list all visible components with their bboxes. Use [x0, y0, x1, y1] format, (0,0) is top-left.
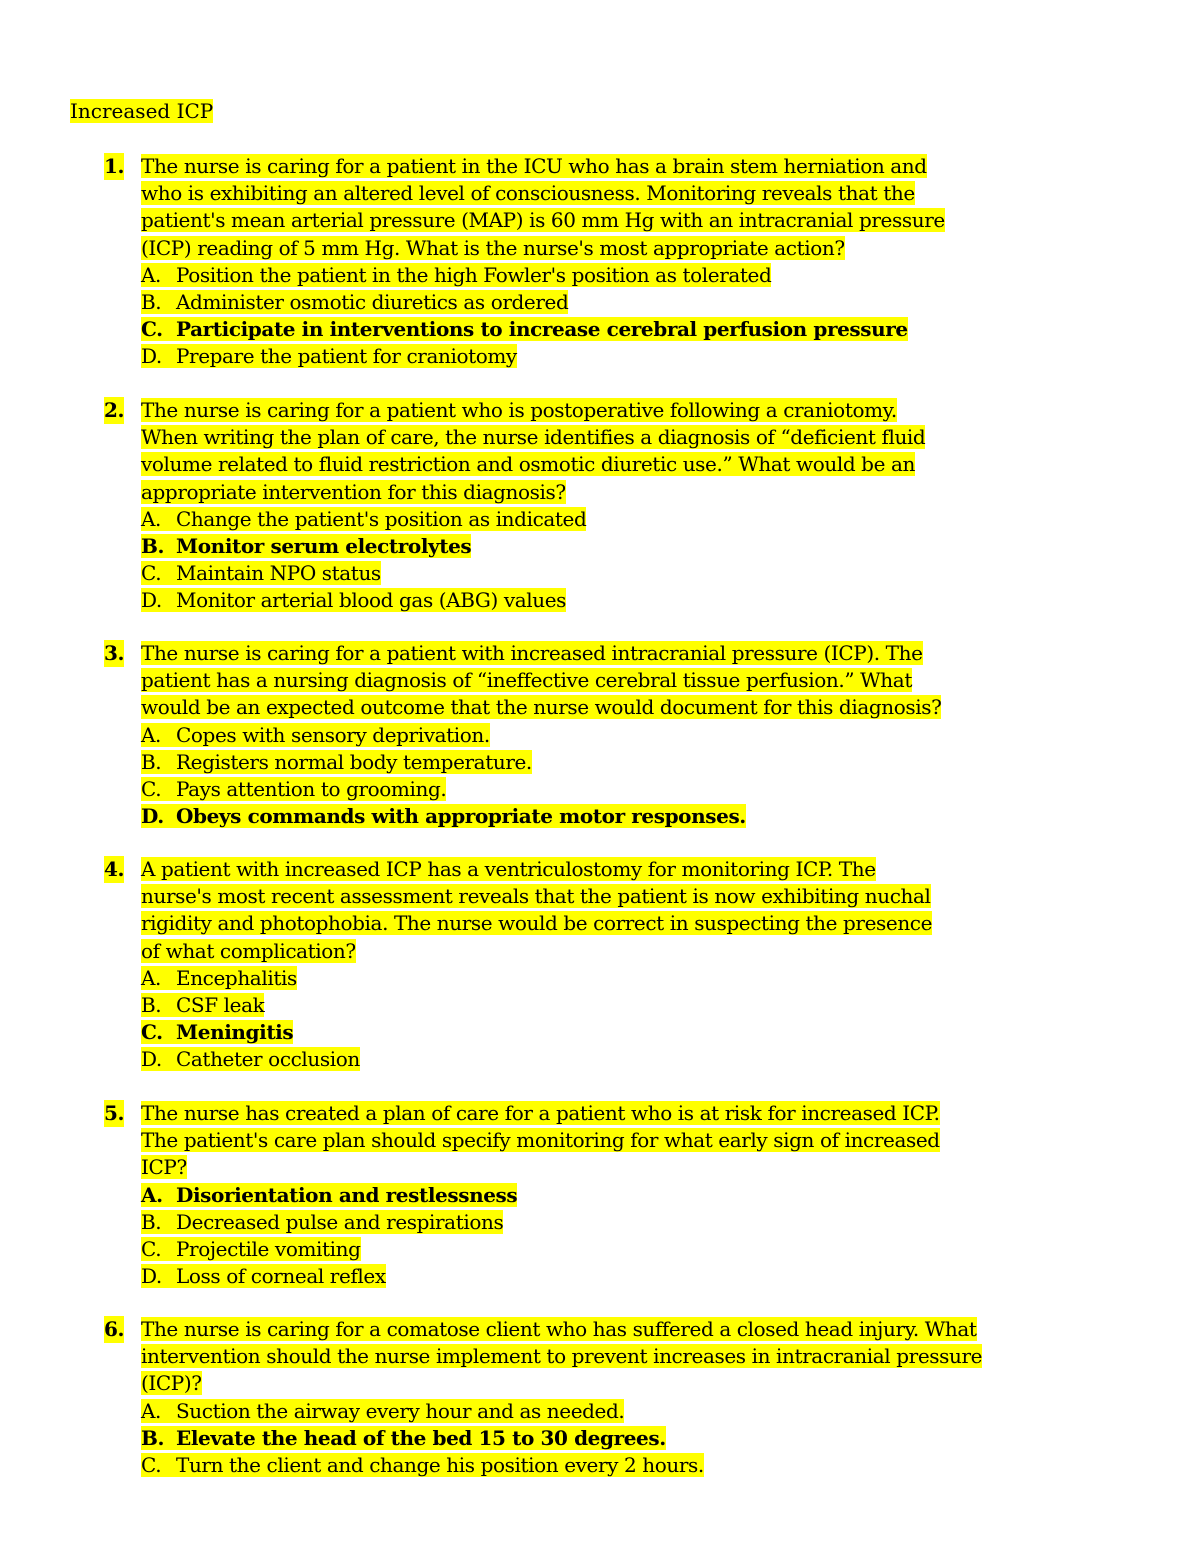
- answer-option-c-correct: C. Meningitis: [141, 1020, 294, 1045]
- answer-option-b-correct: B. Elevate the head of the bed 15 to 30 degrees.: [141, 1425, 666, 1450]
- answer-option-d-correct: D. Obeys commands with appropriate motor responses.: [141, 804, 746, 829]
- answer-option-d: D. Loss of corneal reflex: [141, 1264, 386, 1289]
- answer-option-a: A. Change the patient's position as indicated: [141, 506, 587, 531]
- answer-option-d: D. Monitor arterial blood gas (ABG) values: [141, 588, 567, 613]
- document-title: [70, 98, 213, 125]
- answer-option-c: C. Turn the client and change his position every 2 hours.: [141, 1452, 704, 1477]
- question-4: [104, 856, 964, 1074]
- question-body: [141, 1316, 983, 1479]
- question-text-line: who is exhibiting an altered level of consciousness. Monitoring reveals that the: [141, 181, 915, 206]
- question-text-line: The nurse is caring for a patient with increased intracranial pressure (ICP). The: [141, 641, 923, 665]
- answer-option-a: A. Position the patient in the high Fowler's position as tolerated: [141, 262, 772, 287]
- question-1: [104, 153, 964, 371]
- question-text-line: patient has a nursing diagnosis of “ineffective cerebral tissue perfusion.” What: [141, 668, 912, 693]
- question-text-line: The nurse is caring for a comatose client who has suffered a closed head injury. What: [141, 1317, 977, 1341]
- answer-option-b: B. Administer osmotic diuretics as ordered: [141, 289, 569, 314]
- question-3: [104, 640, 964, 830]
- question-number: 3.: [104, 640, 124, 667]
- question-text-line: rigidity and photophobia. The nurse would be correct in suspecting the presence: [141, 911, 933, 936]
- question-text-line: of what complication?: [141, 938, 356, 963]
- answer-option-a: A. Encephalitis: [141, 965, 297, 990]
- answer-option-b-correct: B. Monitor serum electrolytes: [141, 533, 472, 558]
- question-number: 2.: [104, 397, 124, 424]
- answer-option-d: D. Catheter occlusion: [141, 1047, 360, 1072]
- answer-option-a: A. Suction the airway every hour and as needed.: [141, 1398, 625, 1423]
- answer-option-c-correct: C. Participate in interventions to increase cerebral perfusion pressure: [141, 317, 908, 342]
- question-number: 6.: [104, 1316, 124, 1343]
- question-body: [141, 856, 964, 1074]
- document-title-text: Increased ICP: [70, 99, 214, 123]
- question-body: [141, 397, 964, 615]
- question-text-line: volume related to fluid restriction and osmotic diuretic use.” What would be an: [141, 452, 915, 477]
- answer-option-a: A. Copes with sensory deprivation.: [141, 722, 490, 747]
- question-text-line: The nurse has created a plan of care for a patient who is at risk for increased ICP.: [141, 1101, 940, 1125]
- question-body: [141, 1100, 964, 1290]
- answer-option-b: B. CSF leak: [141, 992, 265, 1017]
- question-6: [104, 1316, 983, 1479]
- question-text-line: intervention should the nurse implement to prevent increases in intracranial pressure: [141, 1344, 983, 1369]
- question-text-line: would be an expected outcome that the nurse would document for this diagnosis?: [141, 695, 942, 720]
- question-2: [104, 397, 964, 615]
- answer-option-c: C. Projectile vomiting: [141, 1236, 361, 1261]
- question-5: [104, 1100, 964, 1290]
- question-number: 4.: [104, 856, 124, 883]
- question-text-line: (ICP)?: [141, 1371, 202, 1396]
- answer-option-a-correct: A. Disorientation and restlessness: [141, 1182, 518, 1207]
- answer-option-b: B. Registers normal body temperature.: [141, 749, 532, 774]
- question-text-line: nurse's most recent assessment reveals that the patient is now exhibiting nuchal: [141, 884, 931, 909]
- question-text-line: appropriate intervention for this diagnosis?: [141, 479, 566, 504]
- question-text-line: ICP?: [141, 1155, 187, 1180]
- question-text-line: A patient with increased ICP has a ventriculostomy for monitoring ICP. The: [141, 857, 876, 881]
- question-number: 5.: [104, 1100, 124, 1127]
- question-text-line: The nurse is caring for a patient in the ICU who has a brain stem herniation and: [141, 154, 927, 178]
- question-number: 1.: [104, 153, 124, 180]
- question-text-line: (ICP) reading of 5 mm Hg. What is the nurse's most appropriate action?: [141, 235, 845, 260]
- question-text-line: The nurse is caring for a patient who is postoperative following a craniotomy.: [141, 398, 897, 422]
- answer-option-c: C. Pays attention to grooming.: [141, 776, 447, 801]
- question-text-line: When writing the plan of care, the nurse identifies a diagnosis of “deficient fluid: [141, 425, 926, 450]
- answer-option-c: C. Maintain NPO status: [141, 561, 381, 586]
- question-text-line: patient's mean arterial pressure (MAP) is 60 mm Hg with an intracranial pressure: [141, 208, 945, 233]
- question-body: [141, 640, 964, 830]
- answer-option-d: D. Prepare the patient for craniotomy: [141, 344, 517, 369]
- question-body: [141, 153, 964, 371]
- question-text-line: The patient's care plan should specify monitoring for what early sign of increased: [141, 1128, 940, 1153]
- answer-option-b: B. Decreased pulse and respirations: [141, 1209, 504, 1234]
